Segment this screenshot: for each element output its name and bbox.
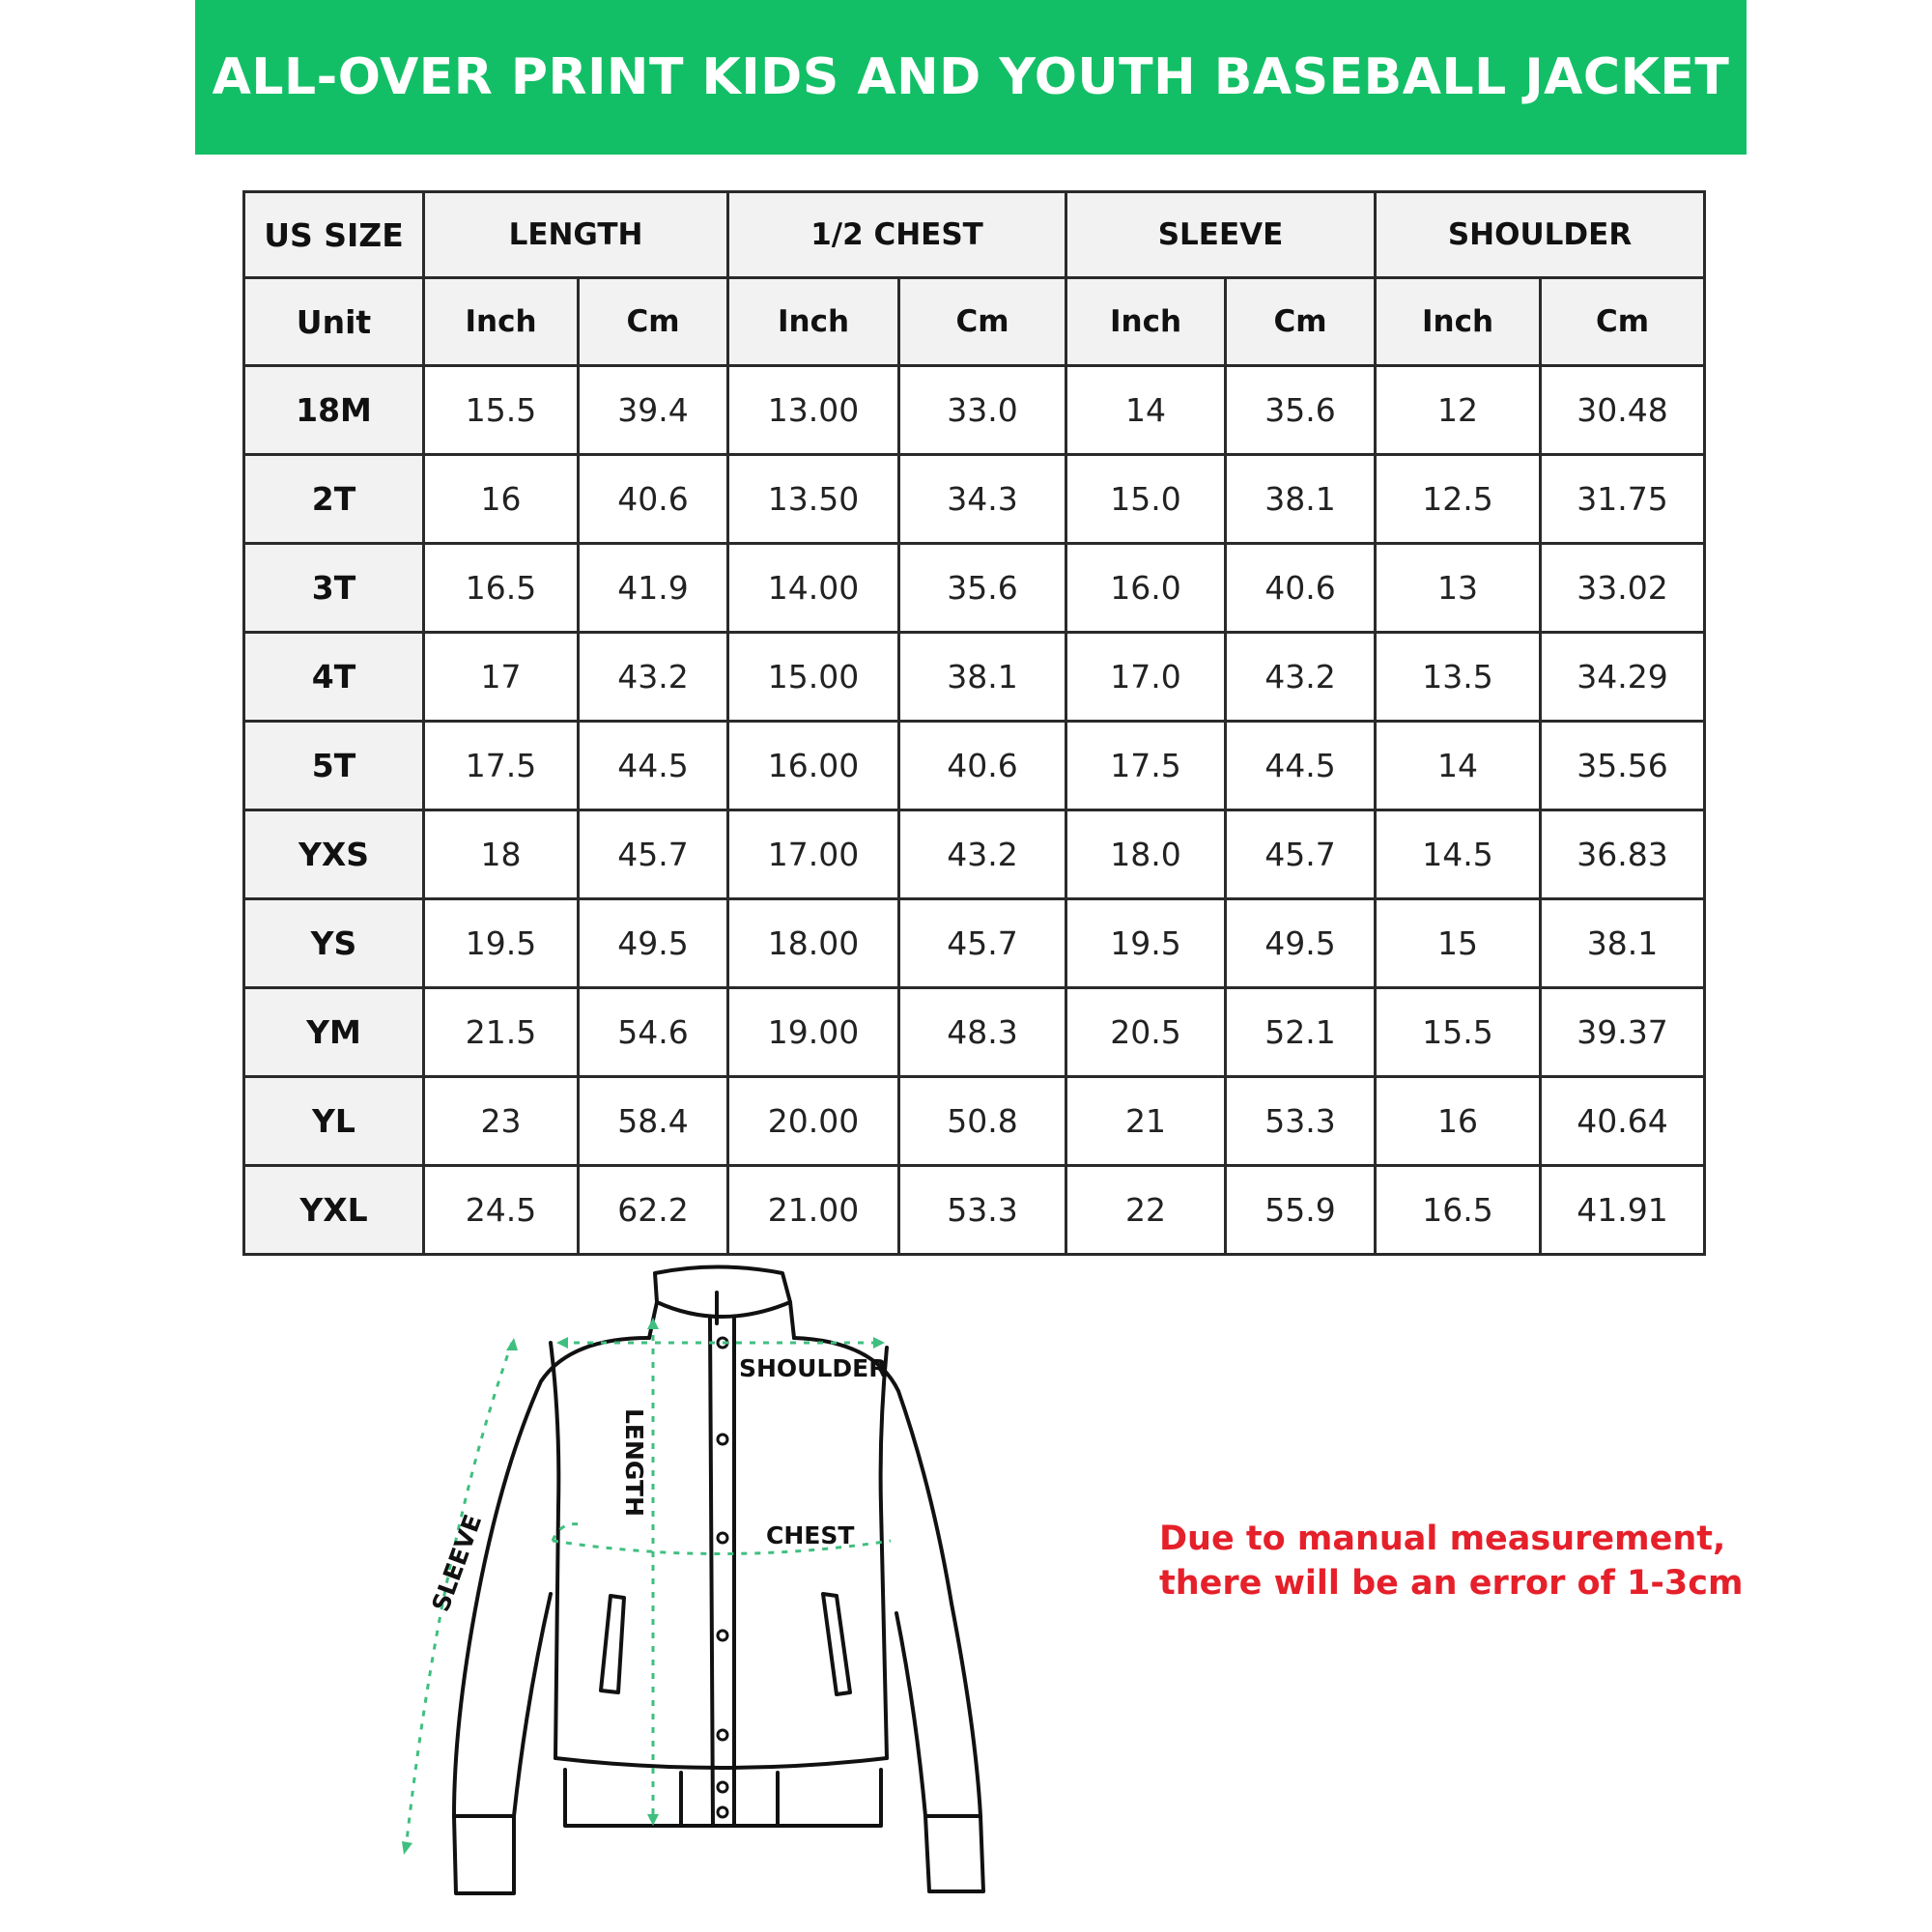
table-row bbox=[244, 633, 1705, 722]
table-row bbox=[244, 899, 1705, 988]
value-cell: 13.50 bbox=[728, 455, 899, 544]
value-cell: 16 bbox=[424, 455, 579, 544]
jacket-outline bbox=[454, 1267, 983, 1894]
value-cell: 38.1 bbox=[1226, 455, 1376, 544]
value-cell: 39.4 bbox=[579, 366, 728, 455]
length-header: LENGTH bbox=[424, 192, 728, 278]
unit-cell: Cm bbox=[579, 278, 728, 366]
table-row bbox=[244, 544, 1705, 633]
value-cell: 17.00 bbox=[728, 810, 899, 899]
value-cell: 44.5 bbox=[579, 722, 728, 810]
value-cell: 21 bbox=[1066, 1077, 1226, 1166]
table-row bbox=[244, 366, 1705, 455]
value-cell: 55.9 bbox=[1226, 1166, 1376, 1255]
value-cell: 41.9 bbox=[579, 544, 728, 633]
value-cell: 48.3 bbox=[899, 988, 1066, 1077]
value-cell: 40.6 bbox=[579, 455, 728, 544]
size-cell: 18M bbox=[244, 366, 424, 455]
shoulder-header: SHOULDER bbox=[1376, 192, 1705, 278]
title-banner bbox=[195, 0, 1747, 155]
unit-cell: Inch bbox=[424, 278, 579, 366]
us-size-header: US SIZE bbox=[244, 192, 424, 278]
value-cell: 16.00 bbox=[728, 722, 899, 810]
value-cell: 15.5 bbox=[424, 366, 579, 455]
value-cell: 19.5 bbox=[424, 899, 579, 988]
value-cell: 44.5 bbox=[1226, 722, 1376, 810]
value-cell: 21.00 bbox=[728, 1166, 899, 1255]
value-cell: 17.5 bbox=[424, 722, 579, 810]
value-cell: 22 bbox=[1066, 1166, 1226, 1255]
size-cell: 2T bbox=[244, 455, 424, 544]
value-cell: 43.2 bbox=[1226, 633, 1376, 722]
value-cell: 23 bbox=[424, 1077, 579, 1166]
page-title: ALL-OVER PRINT KIDS AND YOUTH BASEBALL JACKET bbox=[212, 48, 1730, 106]
value-cell: 15 bbox=[1376, 899, 1541, 988]
value-cell: 52.1 bbox=[1226, 988, 1376, 1077]
table-row bbox=[244, 455, 1705, 544]
value-cell: 21.5 bbox=[424, 988, 579, 1077]
value-cell: 50.8 bbox=[899, 1077, 1066, 1166]
value-cell: 43.2 bbox=[899, 810, 1066, 899]
table-row bbox=[244, 722, 1705, 810]
measurement-arrowheads bbox=[402, 1318, 885, 1855]
size-cell: YS bbox=[244, 899, 424, 988]
value-cell: 15.5 bbox=[1376, 988, 1541, 1077]
value-cell: 35.6 bbox=[1226, 366, 1376, 455]
value-cell: 49.5 bbox=[579, 899, 728, 988]
value-cell: 41.91 bbox=[1541, 1166, 1705, 1255]
value-cell: 17.0 bbox=[1066, 633, 1226, 722]
size-cell: YXS bbox=[244, 810, 424, 899]
value-cell: 36.83 bbox=[1541, 810, 1705, 899]
value-cell: 49.5 bbox=[1226, 899, 1376, 988]
value-cell: 14 bbox=[1376, 722, 1541, 810]
size-cell: 4T bbox=[244, 633, 424, 722]
unit-cell: Cm bbox=[1226, 278, 1376, 366]
size-cell: YM bbox=[244, 988, 424, 1077]
note-line-2: there will be an error of 1-3cm bbox=[1159, 1564, 1744, 1603]
value-cell: 34.29 bbox=[1541, 633, 1705, 722]
note-line-1: Due to manual measurement, bbox=[1159, 1520, 1726, 1558]
value-cell: 16.5 bbox=[424, 544, 579, 633]
value-cell: 13.5 bbox=[1376, 633, 1541, 722]
chest-label: CHEST bbox=[766, 1521, 855, 1549]
shoulder-label: SHOULDER bbox=[739, 1354, 888, 1382]
value-cell: 17 bbox=[424, 633, 579, 722]
size-chart-table bbox=[242, 190, 1706, 1256]
value-cell: 14.00 bbox=[728, 544, 899, 633]
value-cell: 18.0 bbox=[1066, 810, 1226, 899]
group-header-row bbox=[244, 192, 1705, 278]
value-cell: 13 bbox=[1376, 544, 1541, 633]
unit-cell: Cm bbox=[899, 278, 1066, 366]
value-cell: 31.75 bbox=[1541, 455, 1705, 544]
value-cell: 45.7 bbox=[1226, 810, 1376, 899]
half-chest-header: 1/2 CHEST bbox=[728, 192, 1066, 278]
value-cell: 13.00 bbox=[728, 366, 899, 455]
value-cell: 33.02 bbox=[1541, 544, 1705, 633]
size-cell: 3T bbox=[244, 544, 424, 633]
value-cell: 18 bbox=[424, 810, 579, 899]
value-cell: 39.37 bbox=[1541, 988, 1705, 1077]
table-row bbox=[244, 1166, 1705, 1255]
value-cell: 24.5 bbox=[424, 1166, 579, 1255]
value-cell: 20.00 bbox=[728, 1077, 899, 1166]
jacket-buttons bbox=[718, 1338, 727, 1817]
size-cell: YXL bbox=[244, 1166, 424, 1255]
value-cell: 38.1 bbox=[899, 633, 1066, 722]
value-cell: 40.6 bbox=[1226, 544, 1376, 633]
value-cell: 34.3 bbox=[899, 455, 1066, 544]
value-cell: 45.7 bbox=[579, 810, 728, 899]
unit-row bbox=[244, 278, 1705, 366]
value-cell: 43.2 bbox=[579, 633, 728, 722]
measurement-note bbox=[1159, 1517, 1835, 1605]
value-cell: 18.00 bbox=[728, 899, 899, 988]
table-row bbox=[244, 988, 1705, 1077]
value-cell: 35.56 bbox=[1541, 722, 1705, 810]
table-row bbox=[244, 810, 1705, 899]
value-cell: 38.1 bbox=[1541, 899, 1705, 988]
unit-header: Unit bbox=[244, 278, 424, 366]
value-cell: 35.6 bbox=[899, 544, 1066, 633]
value-cell: 53.3 bbox=[1226, 1077, 1376, 1166]
value-cell: 30.48 bbox=[1541, 366, 1705, 455]
unit-cell: Inch bbox=[1066, 278, 1226, 366]
unit-cell: Inch bbox=[728, 278, 899, 366]
value-cell: 19.5 bbox=[1066, 899, 1226, 988]
value-cell: 16.0 bbox=[1066, 544, 1226, 633]
value-cell: 20.5 bbox=[1066, 988, 1226, 1077]
sleeve-header: SLEEVE bbox=[1066, 192, 1376, 278]
sleeve-label: SLEEVE bbox=[426, 1510, 488, 1616]
value-cell: 54.6 bbox=[579, 988, 728, 1077]
unit-cell: Cm bbox=[1541, 278, 1705, 366]
value-cell: 19.00 bbox=[728, 988, 899, 1077]
value-cell: 16.5 bbox=[1376, 1166, 1541, 1255]
value-cell: 40.6 bbox=[899, 722, 1066, 810]
value-cell: 45.7 bbox=[899, 899, 1066, 988]
value-cell: 40.64 bbox=[1541, 1077, 1705, 1166]
size-cell: 5T bbox=[244, 722, 424, 810]
unit-cell: Inch bbox=[1376, 278, 1541, 366]
value-cell: 14.5 bbox=[1376, 810, 1541, 899]
size-cell: YL bbox=[244, 1077, 424, 1166]
table-row bbox=[244, 1077, 1705, 1166]
value-cell: 53.3 bbox=[899, 1166, 1066, 1255]
value-cell: 62.2 bbox=[579, 1166, 728, 1255]
value-cell: 12.5 bbox=[1376, 455, 1541, 544]
jacket-measurement-diagram bbox=[386, 1256, 1024, 1913]
value-cell: 15.0 bbox=[1066, 455, 1226, 544]
value-cell: 58.4 bbox=[579, 1077, 728, 1166]
value-cell: 17.5 bbox=[1066, 722, 1226, 810]
value-cell: 12 bbox=[1376, 366, 1541, 455]
length-label: LENGTH bbox=[620, 1408, 648, 1517]
value-cell: 16 bbox=[1376, 1077, 1541, 1166]
value-cell: 15.00 bbox=[728, 633, 899, 722]
value-cell: 14 bbox=[1066, 366, 1226, 455]
value-cell: 33.0 bbox=[899, 366, 1066, 455]
